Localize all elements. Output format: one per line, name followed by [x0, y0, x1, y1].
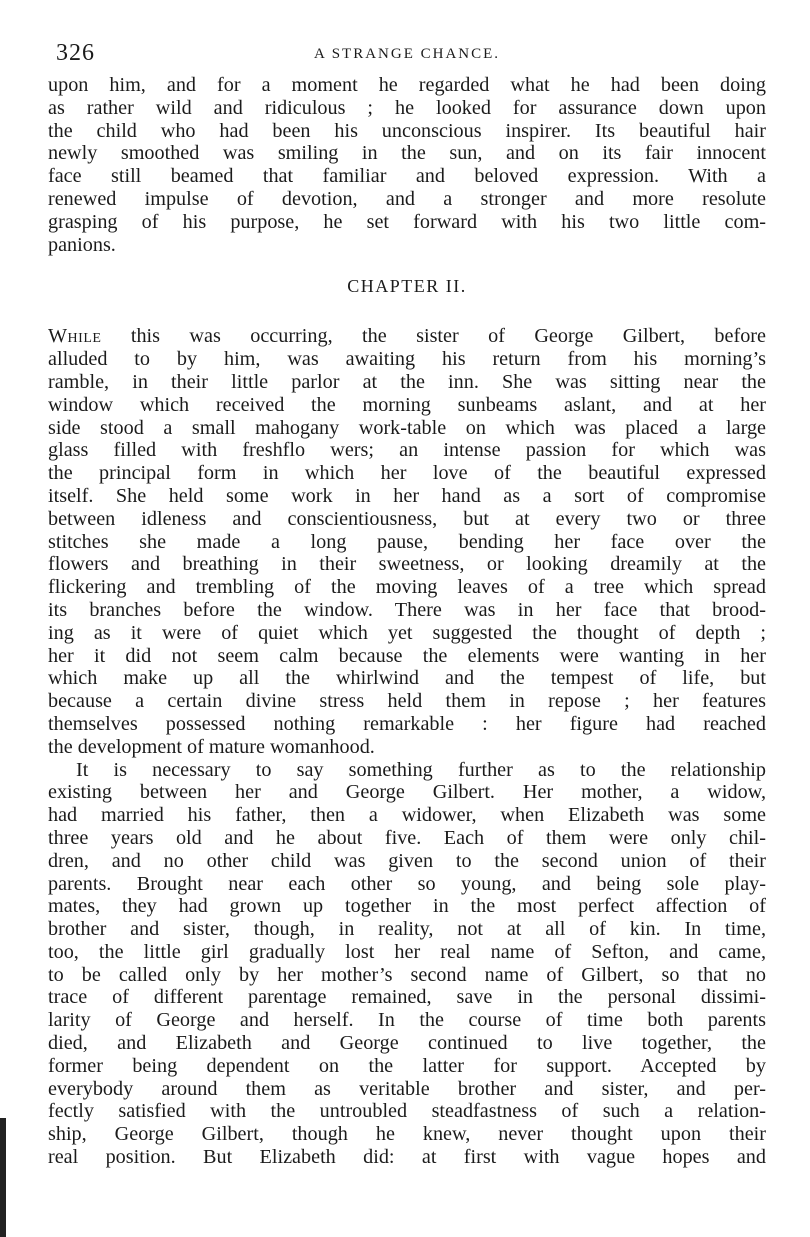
text-line: upon him, and for a moment he regarded what he had been doing	[48, 74, 766, 96]
text-line: parents. Brought near each other so young, and being sole play-	[48, 872, 766, 895]
text-line: former being dependent on the latter for support. Accepted by	[48, 1054, 766, 1077]
text-line: her it did not seem calm because the elements were wanting in her	[48, 644, 766, 667]
text-line: ing as it were of quiet which yet suggested the thought of depth ;	[48, 621, 766, 644]
running-head	[48, 40, 766, 74]
text-line: larity of George and herself. In the course of time both parents	[48, 1009, 766, 1032]
text-line: the development of mature womanhood.	[48, 735, 375, 758]
text-line: renewed impulse of devotion, and a stronger and more resolute	[48, 187, 766, 210]
text-line: side stood a small mahogany work-table on which was placed a large	[48, 416, 766, 439]
running-title: A STRANGE CHANCE.	[313, 46, 501, 62]
paragraph-continuation	[48, 74, 766, 256]
text-line: three years old and he about five. Each of them were only chil-	[48, 826, 766, 849]
text-line: existing between her and George Gilbert. Her mother, a widow,	[48, 781, 766, 804]
text-line: glass filled with freshflo wers; an intense passion for which was	[48, 439, 766, 462]
text-line: It is necessary to say something further as to the relationship	[76, 758, 766, 781]
text-line: the child who had been his unconscious inspirer. Its beautiful hair	[48, 119, 766, 142]
text-line: face still beamed that familiar and beloved expression. With a	[48, 165, 766, 188]
text-line: mates, they had grown up together in the most perfect affection of	[48, 895, 766, 918]
text-line: ship, George Gilbert, though he knew, never thought upon their	[48, 1123, 766, 1146]
text-line: which make up all the whirlwind and the tempest of life, but	[48, 667, 766, 690]
scan-edge-mark	[0, 1118, 6, 1237]
text-line: real position. But Elizabeth did: at first with vague hopes and	[48, 1146, 766, 1169]
text-line: fectly satisfied with the untroubled steadfastness of such a relation-	[48, 1100, 766, 1123]
text-line: alluded to by him, was awaiting his return from his morning’s	[48, 348, 766, 371]
text-line: ramble, in their little parlor at the inn. She was sitting near the	[48, 370, 766, 393]
text-line: stitches she made a long pause, bending her face over the	[48, 530, 766, 553]
text-line: brother and sister, though, in reality, not at all of kin. In time,	[48, 918, 766, 941]
text-line: flickering and trembling of the moving leaves of a tree which spread	[48, 576, 766, 599]
text-line: grasping of his purpose, he set forward with his two little com-	[48, 210, 766, 233]
text-line: itself. She held some work in her hand as a sort of compromise	[48, 484, 766, 507]
text-line-opening	[48, 325, 766, 348]
text-line: themselves possessed nothing remarkable : her figure had reached	[48, 712, 766, 735]
opening-word: While	[48, 325, 102, 348]
text-line: dren, and no other child was given to the second union of their	[48, 849, 766, 872]
text-line: its branches before the window. There was in her face that brood-	[48, 598, 766, 621]
text-line: the principal form in which her love of the beautiful expressed	[48, 462, 766, 485]
page-number: 326	[56, 40, 95, 66]
text-line: had married his father, then a widower, when Elizabeth was some	[48, 804, 766, 827]
text-line: everybody around them as veritable brother and sister, and per-	[48, 1077, 766, 1100]
text-line: between idleness and conscientiousness, but at every two or three	[48, 507, 766, 530]
text-line: as rather wild and ridiculous ; he looked for assurance down upon	[48, 96, 766, 119]
text-line: flowers and breathing in their sweetness, or looking dreamily at the	[48, 553, 766, 576]
book-page	[48, 40, 766, 1169]
text-line: trace of different parentage remained, save in the personal dissimi-	[48, 986, 766, 1009]
text-line: newly smoothed was smiling in the sun, and on its fair innocent	[48, 142, 766, 165]
text-line: died, and Elizabeth and George continued to live together, the	[48, 1032, 766, 1055]
chapter-heading: CHAPTER II.	[347, 276, 467, 297]
text-line-rest: this was occurring, the sister of George Gilbert, before	[101, 325, 766, 348]
text-line: to be called only by her mother’s second name of Gilbert, so that no	[48, 963, 766, 986]
text-line: window which received the morning sunbeams aslant, and at her	[48, 393, 766, 416]
text-line: because a certain divine stress held them in repose ; her features	[48, 690, 766, 713]
text-line: too, the little girl gradually lost her real name of Sefton, and came,	[48, 940, 766, 963]
chapter-body	[48, 325, 766, 1168]
text-line: panions.	[48, 233, 116, 256]
